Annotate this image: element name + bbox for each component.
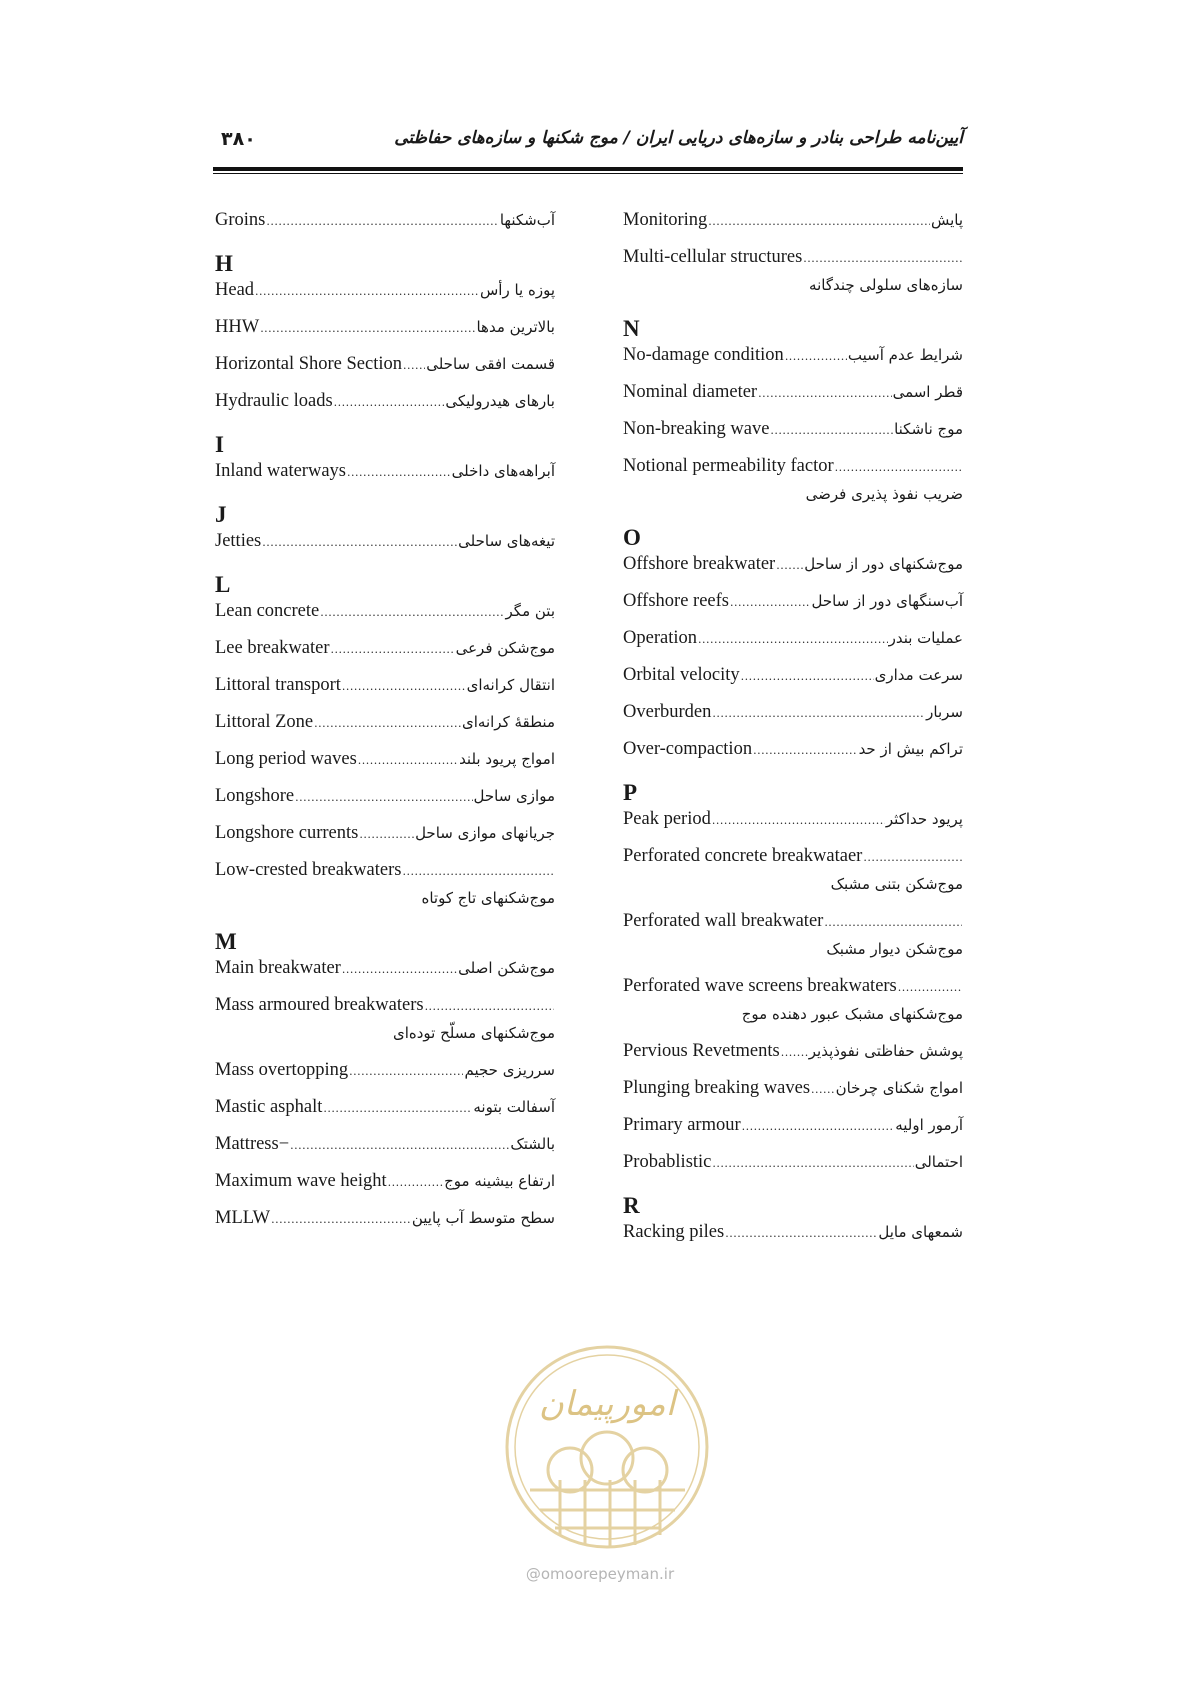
term-persian: قطر اسمی [892,383,963,401]
term-persian: سازه‌های سلولی چندگانه [809,276,963,294]
term-persian: قسمت افقی ساحلی [426,355,555,373]
leader-dots [708,215,930,228]
glossary-entry [215,1134,555,1171]
glossary-entry [215,210,555,247]
glossary-entry [215,638,555,675]
term-english: Notional permeability factor [623,456,834,476]
term-english: Operation [623,628,697,648]
term-english: Offshore reefs [623,591,729,611]
term-persian: موج‌شکنهای دور از ساحل [804,555,963,573]
term-persian: امواج شکنای چرخان [835,1079,963,1097]
term-english: Mass armoured breakwaters [215,995,424,1015]
glossary-entry [215,317,555,354]
term-persian: موج‌شکن بتنی مشبک [830,875,963,893]
section-letter: M [215,929,237,954]
term-persian: موازی ساحل [473,787,555,805]
glossary-entry [623,702,963,739]
glossary-entry [623,210,963,247]
leader-dots [725,1227,877,1240]
glossary-entry [623,739,963,776]
term-persian: موج‌شکنهای مسلّح توده‌ای [392,1024,555,1042]
term-persian: احتمالی [914,1153,963,1171]
section-letter: J [215,502,227,527]
header-rule-thick [213,167,963,171]
term-english: Littoral transport [215,675,341,695]
watermark-logo [500,1340,715,1555]
glossary-entry [215,1097,555,1134]
watermark-site: @omoorepeyman.ir [525,1565,675,1583]
term-english: Horizontal Shore Section [215,354,403,374]
leader-dots [290,1139,509,1152]
term-english: Maximum wave height [215,1171,387,1191]
term-english: Pervious Revetments [623,1041,780,1061]
term-english: Perforated concrete breakwataer [623,846,863,866]
term-persian: بالاترین مدها [476,318,555,336]
glossary-column-right [623,210,963,1259]
term-english: HHW [215,317,260,337]
term-persian: شمعهای مایل [878,1223,963,1241]
leader-dots [698,633,888,646]
term-english: Monitoring [623,210,708,230]
term-english: No-damage condition [623,345,784,365]
section-letter: R [623,1193,640,1218]
term-english: Lean concrete [215,601,320,621]
glossary-entry [215,675,555,712]
leader-dots [266,215,498,228]
leader-dots [323,1102,472,1115]
section-letter: L [215,572,231,597]
leader-dots [811,1083,835,1096]
term-english: Multi-cellular structures [623,247,803,267]
term-persian: سرریزی حجیم [464,1061,555,1079]
term-persian: ضریب نفوذ پذیری فرضی [805,485,963,503]
term-english: Over-compaction [623,739,753,759]
term-persian: منطقهٔ کرانه‌ای [462,713,555,731]
term-english: Non-breaking wave [623,419,770,439]
section-letter: O [623,525,641,550]
glossary-entry [623,809,963,846]
term-persian: بالشتک [510,1135,555,1153]
leader-dots [255,285,479,298]
term-persian: بارهای هیدرولیکی [445,392,555,410]
term-persian: تراکم بیش از حد [858,740,963,758]
glossary-entry [215,280,555,317]
term-english: Orbital velocity [623,665,740,685]
term-english: Lee breakwater [215,638,330,658]
glossary-entry [623,382,963,419]
term-english: Probablistic [623,1152,712,1172]
term-persian: موج ناشکنا [894,420,963,438]
leader-dots [712,707,925,720]
leader-dots [262,536,457,549]
term-persian: موج‌شکن اصلی [458,959,555,977]
term-persian: پوشش حفاظتی نفوذپذیر [808,1042,963,1060]
leader-dots [331,643,455,656]
term-english: Low-crested breakwaters [215,860,402,880]
leader-dots [295,791,472,804]
running-title: آیین‌نامه طراحی بنادر و سازه‌های دریایی ایران / موج شکنها و سازه‌های حفاظتی [394,128,963,148]
term-persian: موج‌شکن فرعی [455,639,555,657]
section-letter: H [215,251,233,276]
glossary-entry [215,1208,555,1245]
leader-dots [730,596,810,609]
leader-dots [863,851,962,864]
term-persian: امواج پریود بلند [459,750,555,768]
term-persian: آب‌شکنها [499,211,555,229]
glossary-entry [623,1222,963,1259]
leader-dots [349,1065,463,1078]
term-english: Jetties [215,531,262,551]
leader-dots [770,424,893,437]
glossary-entry [215,354,555,391]
term-english: Plunging breaking waves [623,1078,811,1098]
glossary-entry [623,628,963,665]
term-english: Hydraulic loads [215,391,333,411]
glossary-entry [215,749,555,786]
term-english: Inland waterways [215,461,346,481]
glossary-entry [623,345,963,382]
term-english: Longshore [215,786,295,806]
term-english: Littoral Zone [215,712,314,732]
term-persian: سربار [926,703,963,721]
section-letter: I [215,432,224,457]
leader-dots [753,744,857,757]
leader-dots [314,717,461,730]
leader-dots [898,981,962,994]
header-rule-thin [213,173,963,174]
leader-dots [260,322,475,335]
term-persian: پوزه یا رأس [479,281,555,299]
term-persian: سطح متوسط آب پایین [411,1209,555,1227]
term-english: Groins [215,210,266,230]
term-persian: موج‌شکن دیوار مشبک [826,940,963,958]
term-english: Racking piles [623,1222,725,1242]
leader-dots [425,1000,554,1013]
glossary-entry [215,1060,555,1097]
glossary-entry [215,823,555,860]
term-persian: بتن مگر [505,602,555,620]
glossary-entry [215,1171,555,1208]
glossary-entry [623,1041,963,1078]
page-header [213,126,963,156]
term-english: Mattress− [215,1134,290,1154]
term-persian: جریانهای موازی ساحل [415,824,555,842]
glossary-entry [215,958,555,995]
leader-dots [785,350,847,363]
glossary-entry [215,786,555,823]
term-persian: آسفالت بتونه [473,1098,555,1116]
leader-dots [712,814,885,827]
leader-dots [803,252,962,265]
term-english: Overburden [623,702,712,722]
section-letter: P [623,780,638,805]
leader-dots [403,359,425,372]
term-persian: عملیات بندر [888,629,963,647]
leader-dots [758,387,891,400]
leader-dots [334,396,445,409]
leader-dots [741,670,874,683]
term-english: Head [215,280,255,300]
leader-dots [359,828,414,841]
leader-dots [781,1046,808,1059]
leader-dots [342,963,457,976]
term-persian: سرعت مداری [874,666,963,684]
watermark-logo-text: امورپیمان [538,1384,676,1424]
glossary-entry [215,712,555,749]
term-persian: تیغه‌های ساحلی [458,532,555,550]
glossary-entry [623,1078,963,1115]
term-persian: موج‌شکنهای تاج کوتاه [421,889,555,907]
leader-dots [347,466,451,479]
glossary-entry [623,554,963,591]
section-letter: N [623,316,640,341]
leader-dots [388,1176,444,1189]
term-english: Offshore breakwater [623,554,776,574]
leader-dots [320,606,504,619]
glossary-entry [623,665,963,702]
term-persian: پایش [930,211,963,229]
page-number: ۳۸۰ [221,128,256,150]
term-english: Nominal diameter [623,382,758,402]
glossary-entry [215,531,555,568]
glossary-entry [215,601,555,638]
glossary-entry [623,1115,963,1152]
term-persian: آرمور اولیه [895,1116,963,1134]
term-english: Main breakwater [215,958,341,978]
term-english: MLLW [215,1208,271,1228]
term-persian: شرایط عدم آسیب [847,346,963,364]
glossary-entry [215,461,555,498]
term-english: Long period waves [215,749,357,769]
term-english: Peak period [623,809,711,829]
leader-dots [776,559,803,572]
term-english: Perforated wall breakwater [623,911,824,931]
term-persian: آب‌سنگهای دور از ساحل [811,592,963,610]
glossary-column-left [215,210,555,1245]
term-persian: آبراهه‌های داخلی [451,462,555,480]
glossary-entry [623,1152,963,1189]
term-english: Mass overtopping [215,1060,349,1080]
term-persian: انتقال کرانه‌ای [466,676,555,694]
term-english: Mastic asphalt [215,1097,323,1117]
glossary-entry [623,419,963,456]
glossary-entry [215,391,555,428]
term-persian: پریود حداکثر [885,810,963,828]
leader-dots [742,1120,895,1133]
leader-dots [712,1157,913,1170]
term-persian: موج‌شکنهای مشبک عبور دهنده موج [741,1005,963,1023]
leader-dots [835,461,962,474]
term-persian: ارتفاع بیشینه موج [444,1172,555,1190]
term-english: Perforated wave screens breakwaters [623,976,897,996]
leader-dots [824,916,962,929]
leader-dots [402,865,554,878]
leader-dots [358,754,458,767]
leader-dots [342,680,466,693]
glossary-entry [623,591,963,628]
term-english: Primary armour [623,1115,741,1135]
leader-dots [271,1213,411,1226]
term-english: Longshore currents [215,823,359,843]
